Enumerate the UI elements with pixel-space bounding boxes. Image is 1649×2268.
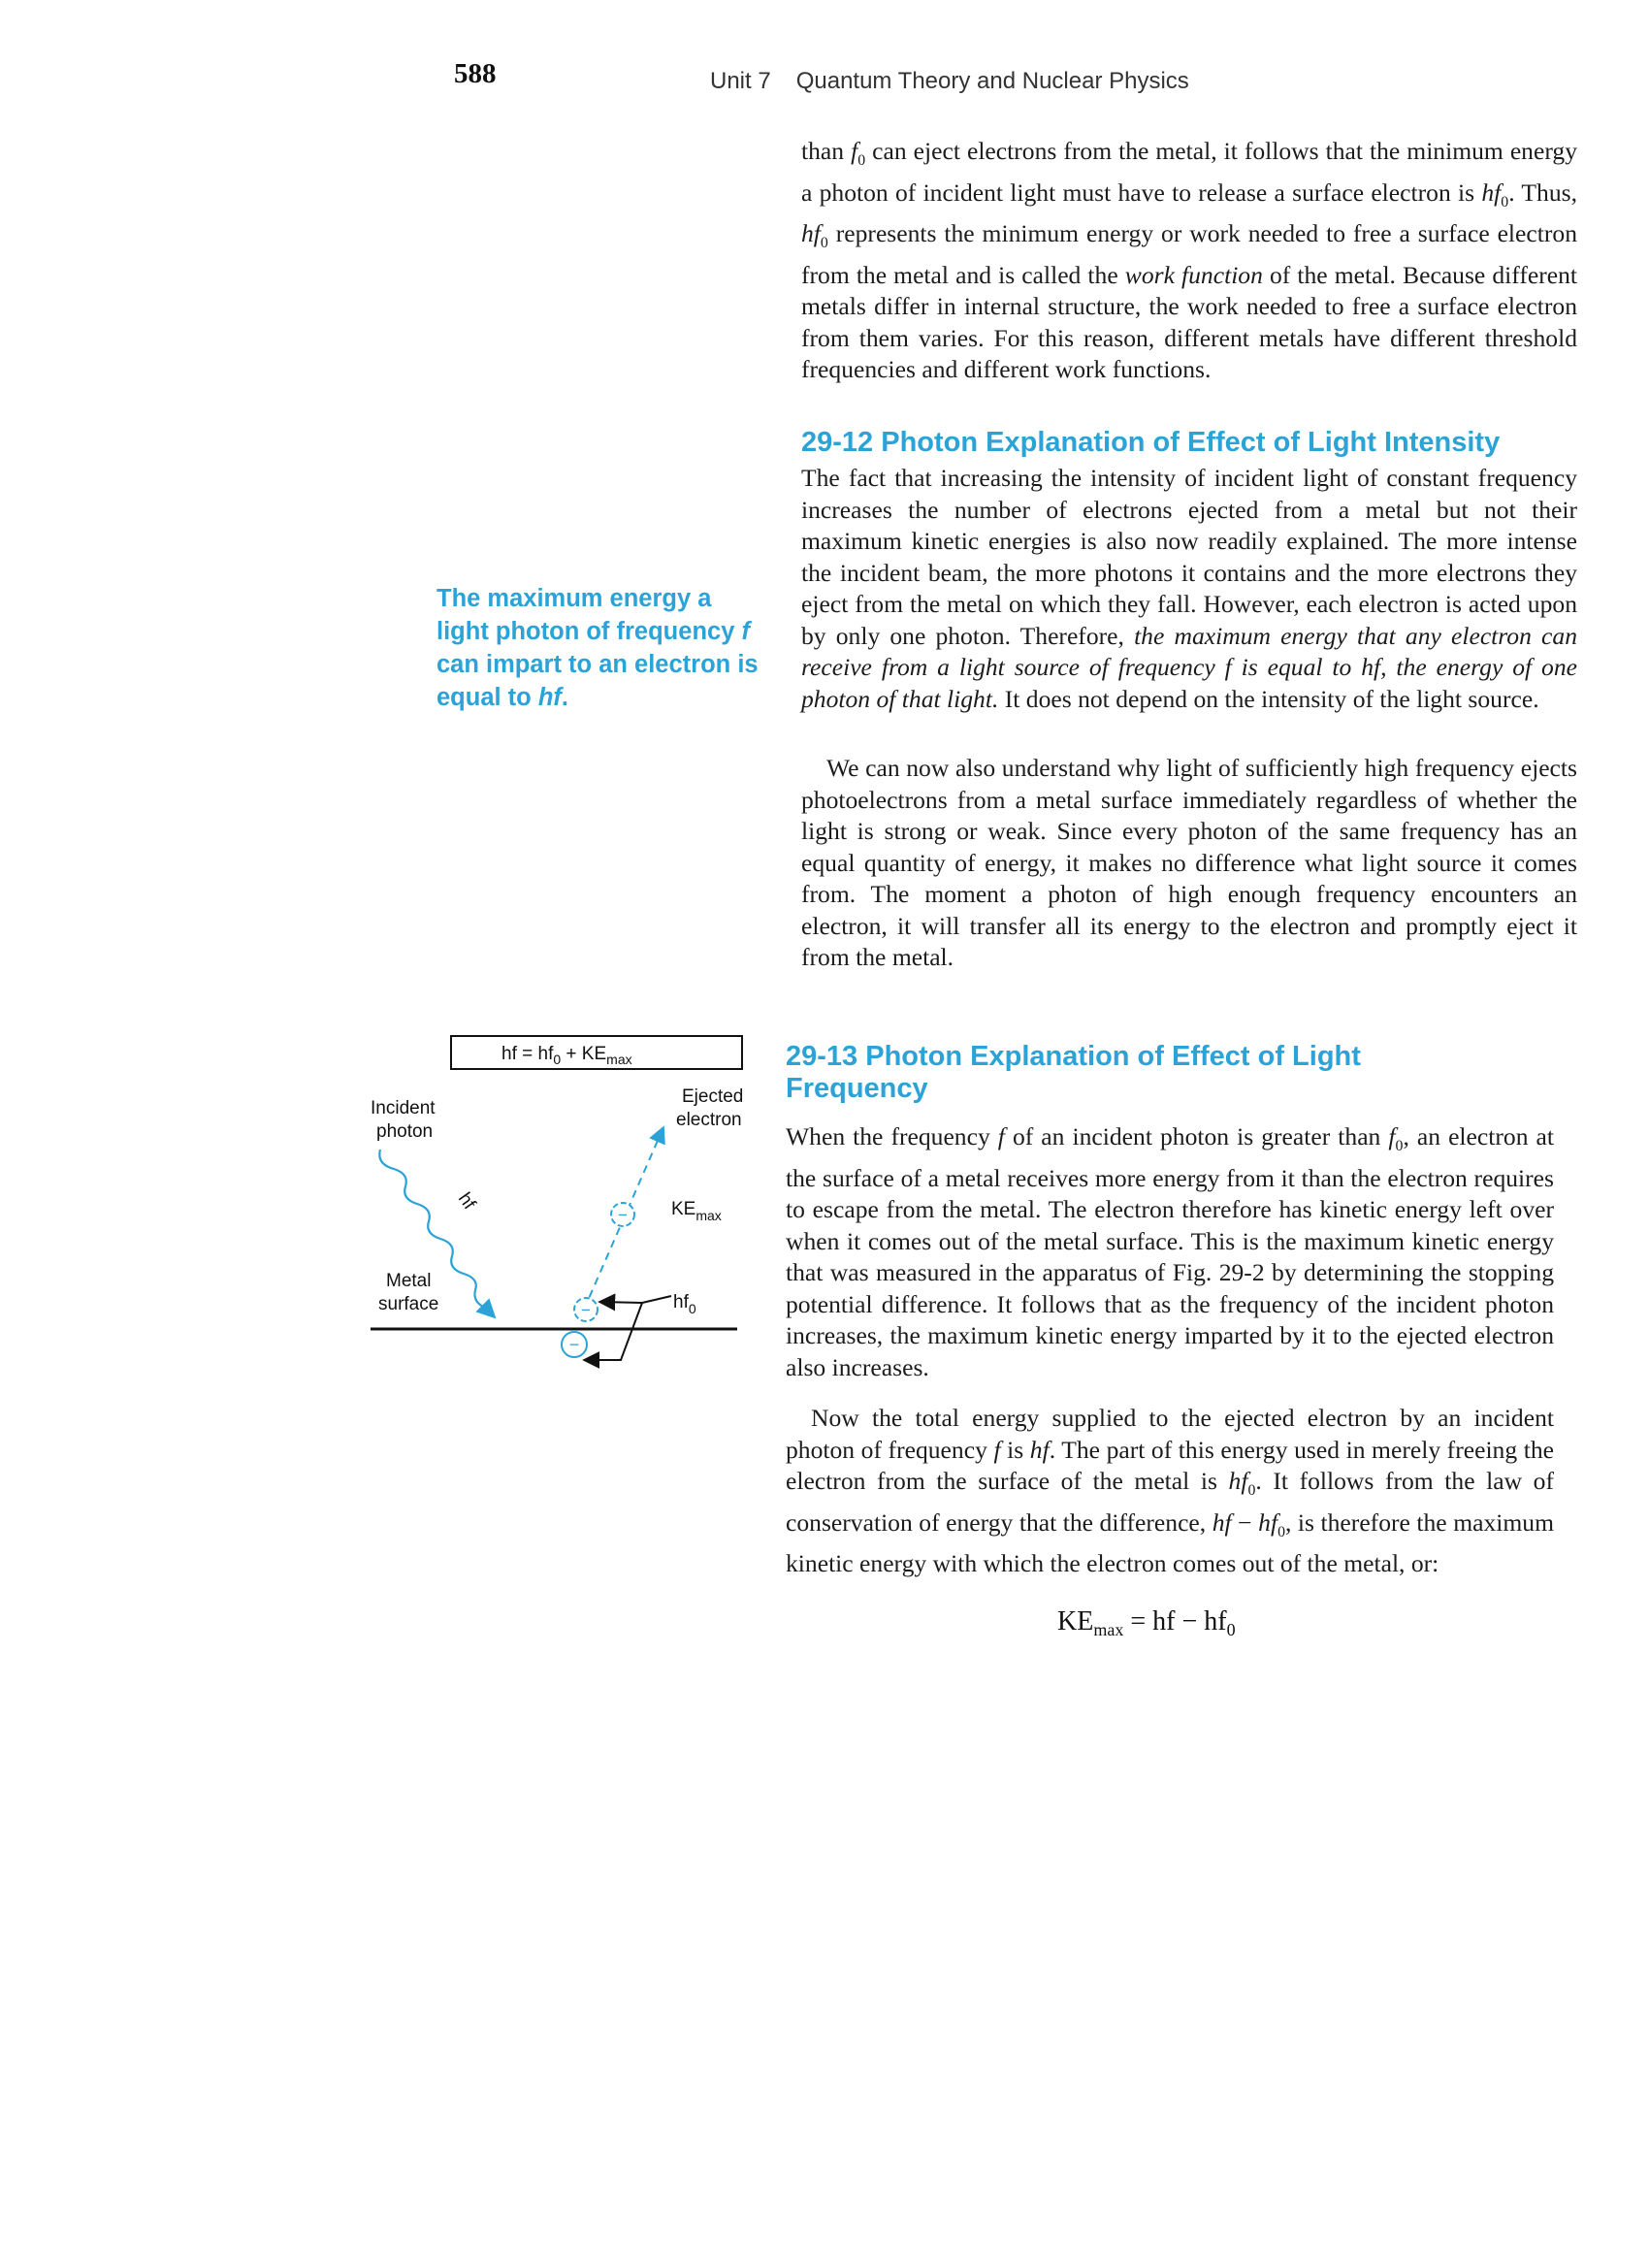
electron-at-surface xyxy=(574,1298,598,1321)
svg-text:−: − xyxy=(618,1206,628,1224)
work-function-bracket-top xyxy=(599,1302,642,1303)
equation-box-text: hf = $hf_0 + KE_{max}$ xyxy=(501,1044,632,1067)
ejected-electron xyxy=(611,1203,634,1226)
svg-text:−: − xyxy=(568,1335,580,1354)
incident-label-line1: Incident xyxy=(371,1098,436,1118)
unit-label: Unit 7 xyxy=(710,68,771,94)
svg-text:−: − xyxy=(581,1301,591,1319)
electron-in-metal xyxy=(562,1332,587,1357)
work-function-label: $hf_0$ xyxy=(673,1292,696,1316)
ke-max-equation: $KE_{max}$ = hf − $hf_0$ xyxy=(1057,1606,1236,1639)
photoelectric-figure xyxy=(359,1028,766,1377)
section-heading-29-12: 29-12 Photon Explanation of Effect of Light Intensity xyxy=(801,427,1501,458)
ejected-label-line2: electron xyxy=(676,1110,742,1130)
section-29-13-paragraph-2: Now the total energy supplied to the ejected electron by an incident photon of frequency f is hf. The part of this energy used in merely freeing the electron from the surface of the metal is $hf_0$. It follows from the law of conservation of energy that the difference, hf − $hf_0$, is therefore the maximum kinetic energy with which the electron comes out of the metal, or: xyxy=(786,1404,1554,1578)
intro-paragraph: than $f_0$ can eject electrons from the metal, it follows that the minimum energy a photon of incident light must have to release a surface electron is $hf_0$. Thus, $hf_0$ represents the minimum energy or work needed to free a surface electron from the metal and is called the work function of the metal. Because different metals differ in internal structure, the work needed to free a surface electron from them varies. For this reason, different metals have different threshold frequencies and different work functions. xyxy=(801,137,1578,384)
section-29-12-paragraph-1: The fact that increasing the intensity of incident light of constant frequency increases the number of electrons ejected from a metal but not their maximum kinetic energies is also now readily explained. The more intense the incident beam, the more photons it contains and the more electrons they eject from the metal on which they fall. However, each electron is acted upon by only one photon. Therefore, the maximum energy that any electron can receive from a light source of frequency f is equal to hf, the energy of one photon of that light. It does not depend on the intensity of the light source. xyxy=(801,464,1577,713)
section-29-12-paragraph-2: We can now also understand why light of sufficiently high frequency ejects photoelectrons from a metal surface immediately regardless of whether the light is strong or weak. Since every photon of the same frequency has an equal quantity of energy, it makes no difference what light source it comes from. The moment a photon of high enough frequency encounters an electron, it will transfer all its energy to the electron and promptly eject it from the metal. xyxy=(801,754,1577,971)
page-number: 588 xyxy=(454,58,497,89)
metal-label-line1: Metal xyxy=(386,1271,432,1291)
incident-label-line2: photon xyxy=(376,1121,434,1142)
ejected-label-line1: Ejected xyxy=(682,1086,744,1107)
unit-title: Quantum Theory and Nuclear Physics xyxy=(795,68,1189,94)
section-29-13-paragraph-1: When the frequency f of an incident photon is greater than $f_0$, an electron at the surface of a metal receives more energy from it than the electron requires to escape from the metal. The electron therefore has kinetic energy left over when it comes out of the metal surface. This is the maximum kinetic energy that was measured in the apparatus of Fig. 29-2 by determining the stopping potential difference. It follows that as the frequency of the incident photon increases, the maximum kinetic energy imparted by it to the ejected electron also increases. xyxy=(786,1122,1554,1381)
margin-note: The maximum energy a light photon of frequency f can impart to an electron is equal to hf. xyxy=(436,585,759,711)
section-heading-29-13: 29-13 Photon Explanation of Effect of Light Frequency xyxy=(786,1041,1361,1104)
ke-max-label: $KE_{max}$ xyxy=(671,1199,722,1223)
incident-photon-wave xyxy=(379,1150,495,1317)
photon-hf-label: hf xyxy=(453,1188,480,1214)
running-head xyxy=(710,68,1189,95)
metal-label-line2: surface xyxy=(378,1294,439,1314)
